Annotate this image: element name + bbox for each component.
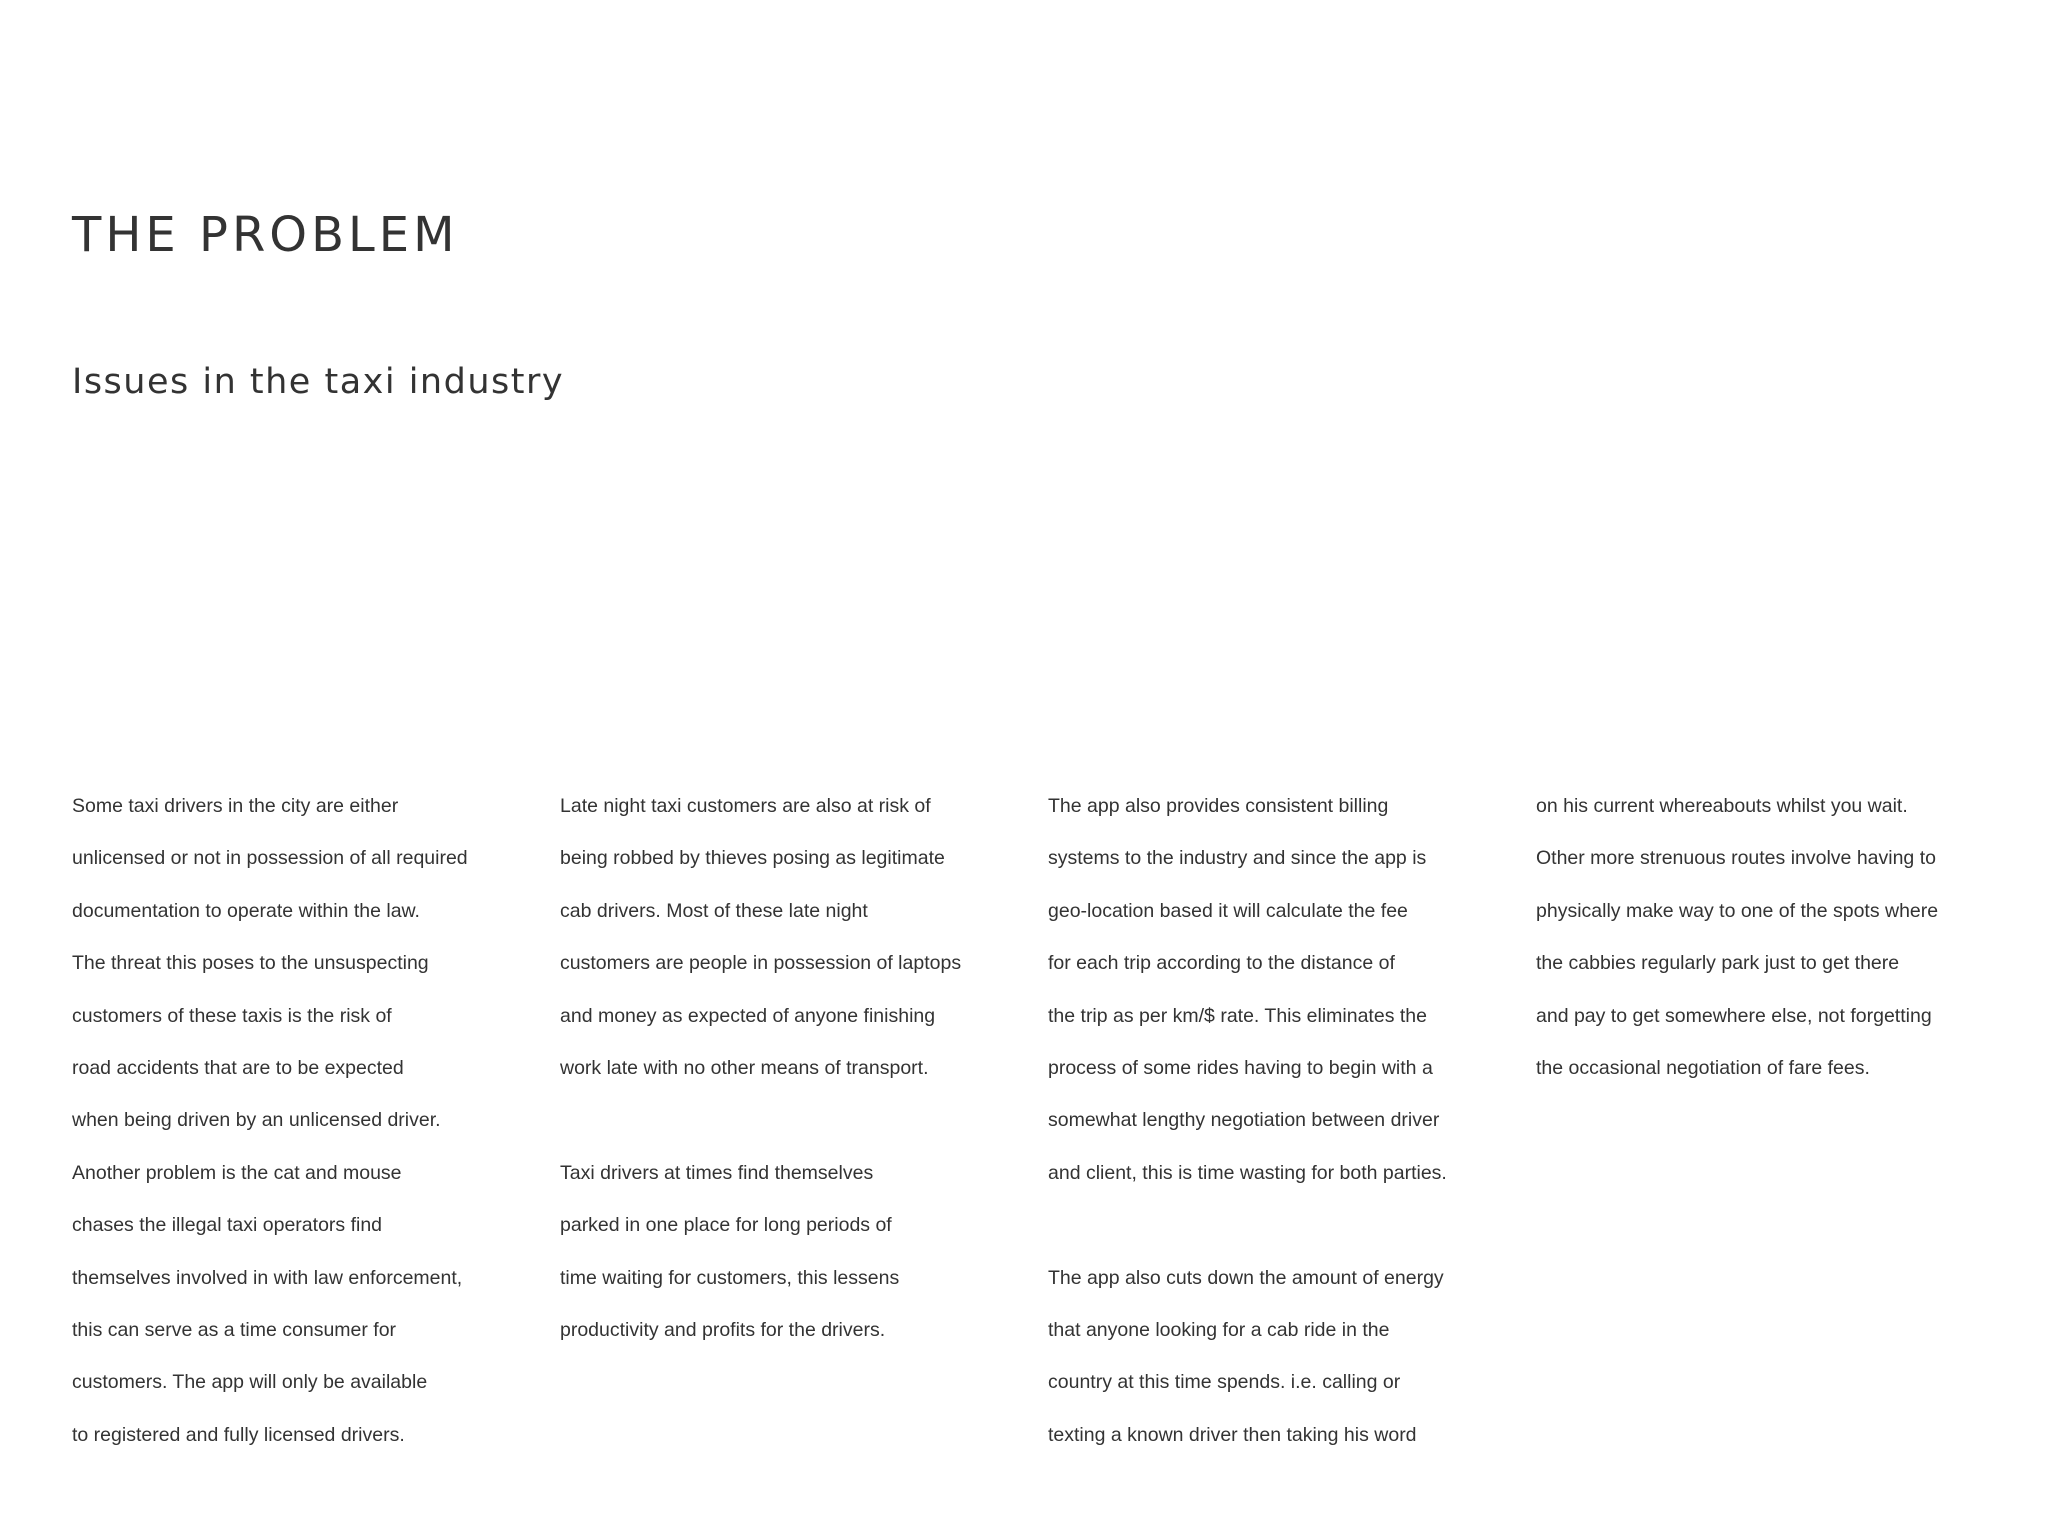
text-line: to registered and fully licensed drivers.	[72, 1423, 405, 1446]
text-line: this can serve as a time consumer for	[72, 1319, 397, 1342]
text-line: parked in one place for long periods of	[560, 1214, 892, 1237]
text-line: unlicensed or not in possession of all required	[72, 847, 468, 870]
text-line: geo-location based it will calculate the fee	[1048, 899, 1408, 922]
text-line: when being driven by an unlicensed driver.	[72, 1109, 441, 1132]
text-line: on his current whereabouts whilst you wait.	[1536, 795, 1908, 817]
text-line	[1048, 1199, 1488, 1251]
page-subtitle: Issues in the taxi industry	[72, 362, 565, 402]
text-line: the trip as per km/$ rate. This eliminates the	[1048, 1004, 1427, 1027]
text-line: Late night taxi customers are also at risk of	[560, 795, 931, 817]
text-line: Some taxi drivers in the city are either	[72, 795, 399, 817]
text-line: and money as expected of anyone finishing	[560, 1004, 936, 1027]
text-line: documentation to operate within the law.	[72, 899, 420, 922]
text-line: the occasional negotiation of fare fees.	[1536, 1057, 1870, 1080]
text-line: Other more strenuous routes involve having to	[1536, 847, 1936, 870]
text-line	[560, 1094, 1000, 1146]
text-line: and client, this is time wasting for both parties.	[1048, 1161, 1447, 1184]
text-line: cab drivers. Most of these late night	[560, 899, 868, 922]
text-line: customers. The app will only be available	[72, 1371, 428, 1394]
text-column-3	[1048, 780, 1488, 1461]
text-line: The threat this poses to the unsuspecting	[72, 952, 429, 975]
text-line: The app also cuts down the amount of energy	[1048, 1266, 1444, 1289]
text-line: chases the illegal taxi operators find	[72, 1214, 383, 1237]
text-line: road accidents that are to be expected	[72, 1057, 404, 1080]
text-line: Taxi drivers at times find themselves	[560, 1161, 874, 1184]
text-column-4	[1536, 780, 1976, 1094]
text-column-1	[72, 780, 512, 1461]
text-line: work late with no other means of transport.	[560, 1057, 929, 1080]
text-line: systems to the industry and since the app is	[1048, 847, 1427, 870]
text-line: customers are people in possession of laptops	[560, 952, 962, 975]
text-line: somewhat lengthy negotiation between driver	[1048, 1109, 1440, 1132]
text-line: The app also provides consistent billing	[1048, 795, 1389, 817]
text-line: and pay to get somewhere else, not forgetting	[1536, 1004, 1932, 1027]
text-line: that anyone looking for a cab ride in the	[1048, 1319, 1390, 1342]
text-line: the cabbies regularly park just to get there	[1536, 952, 1900, 975]
text-line: process of some rides having to begin with a	[1048, 1057, 1433, 1080]
text-line: Another problem is the cat and mouse	[72, 1161, 402, 1184]
page-title: THE PROBLEM	[72, 207, 459, 263]
text-line: customers of these taxis is the risk of	[72, 1004, 392, 1027]
text-line: time waiting for customers, this lessens	[560, 1266, 900, 1289]
text-line: productivity and profits for the drivers.	[560, 1319, 886, 1342]
text-line: themselves involved in with law enforcement,	[72, 1266, 463, 1289]
text-line: texting a known driver then taking his word	[1048, 1423, 1417, 1446]
text-line: for each trip according to the distance of	[1048, 952, 1395, 975]
text-line: being robbed by thieves posing as legitimate	[560, 847, 945, 870]
text-column-2	[560, 780, 1000, 1356]
text-line: physically make way to one of the spots where	[1536, 899, 1939, 922]
body-text-columns	[72, 780, 1976, 1480]
text-line: country at this time spends. i.e. calling or	[1048, 1371, 1401, 1394]
